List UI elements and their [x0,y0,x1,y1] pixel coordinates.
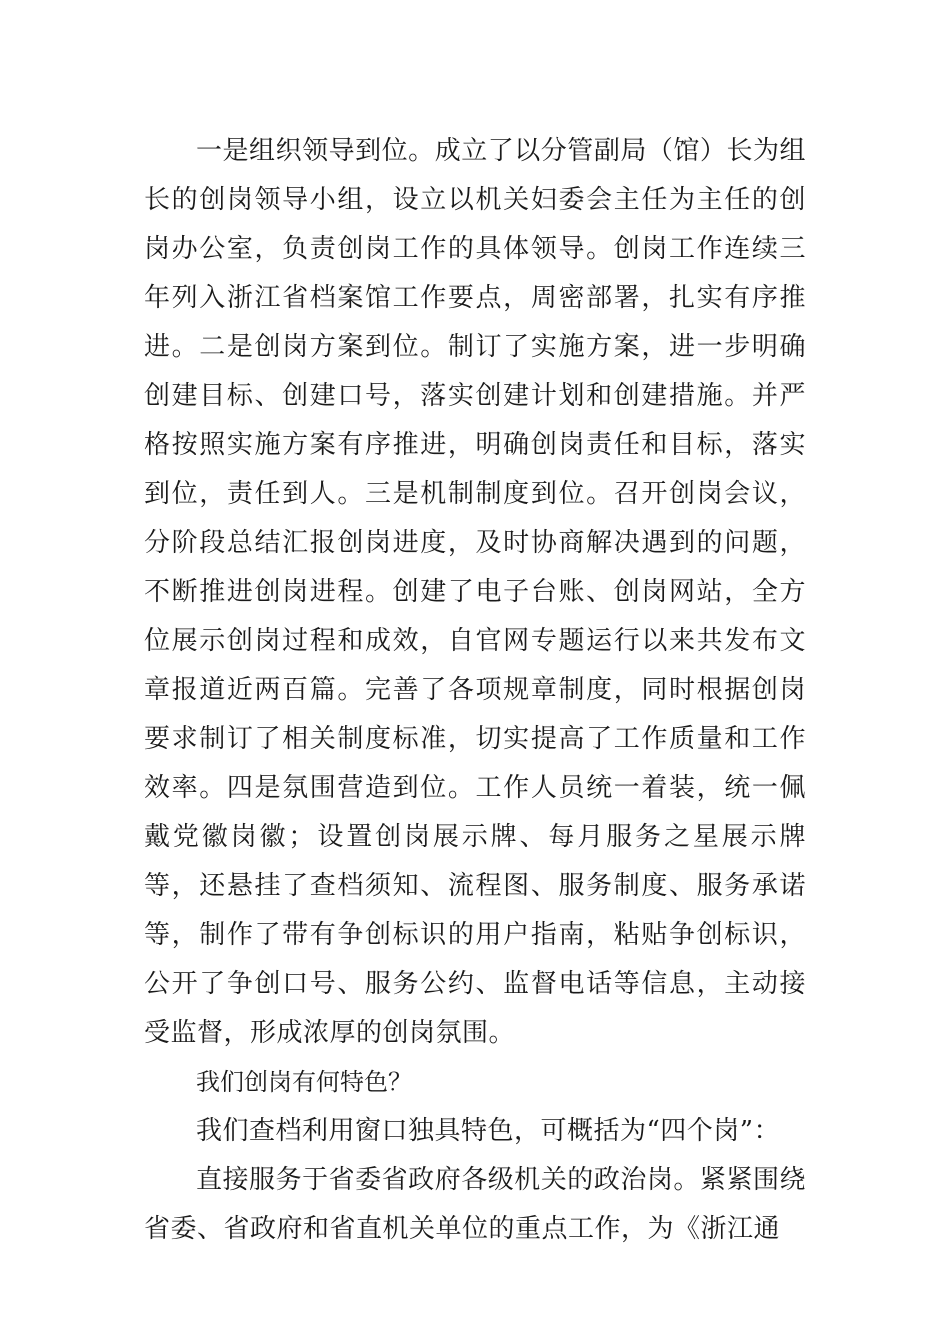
paragraph-four-posts-intro: 我们查档利用窗口独具特色，可概括为“四个岗”： [196,1116,781,1146]
paragraph-work-measures: 一是组织领导到位。成立了以分管副局（馆）长为组长的创岗领导小组，设立以机关妇委会主任为主任的创岗办公室，负责创岗工作的具体领导。创岗工作连续三年列入浙江省档案馆工作要点，周密部署，扎实有序推进。二是创岗方案到位。制订了实施方案，进一步明确创建目标、创建口号，落实创建计划和创建措施。并严格按照实施方案有序推进，明确创岗责任和目标，落实到位，责任到人。三是机制制度到位。召开创岗会议，分阶段总结汇报创岗进度，及时协商解决遇到的问题，不断推进创岗进程。创建了电子台账、创岗网站，全方位展示创岗过程和成效，自官网专题运行以来共发布文章报道近两百篇。完善了各项规章制度，同时根据创岗要求制订了相关制度标准，切实提高了工作质量和工作效率。四是氛围营造到位。工作人员统一着装，统一佩戴党徽岗徽；设置创岗展示牌、每月服务之星展示牌等，还悬挂了查档须知、流程图、服务制度、服务承诺等，制作了带有争创标识的用户指南，粘贴争创标识，公开了争创口号、服务公约、监督电话等信息，主动接受监督，形成浓厚的创岗氛围。 [144,136,806,1048]
section-heading-features: 我们创岗有何特色？ [196,1068,412,1096]
paragraph-political-post: 直接服务于省委省政府各级机关的政治岗。紧紧围绕省委、省政府和省直机关单位的重点工作，为《浙江通 [144,1165,806,1244]
document-body [144,127,806,1254]
